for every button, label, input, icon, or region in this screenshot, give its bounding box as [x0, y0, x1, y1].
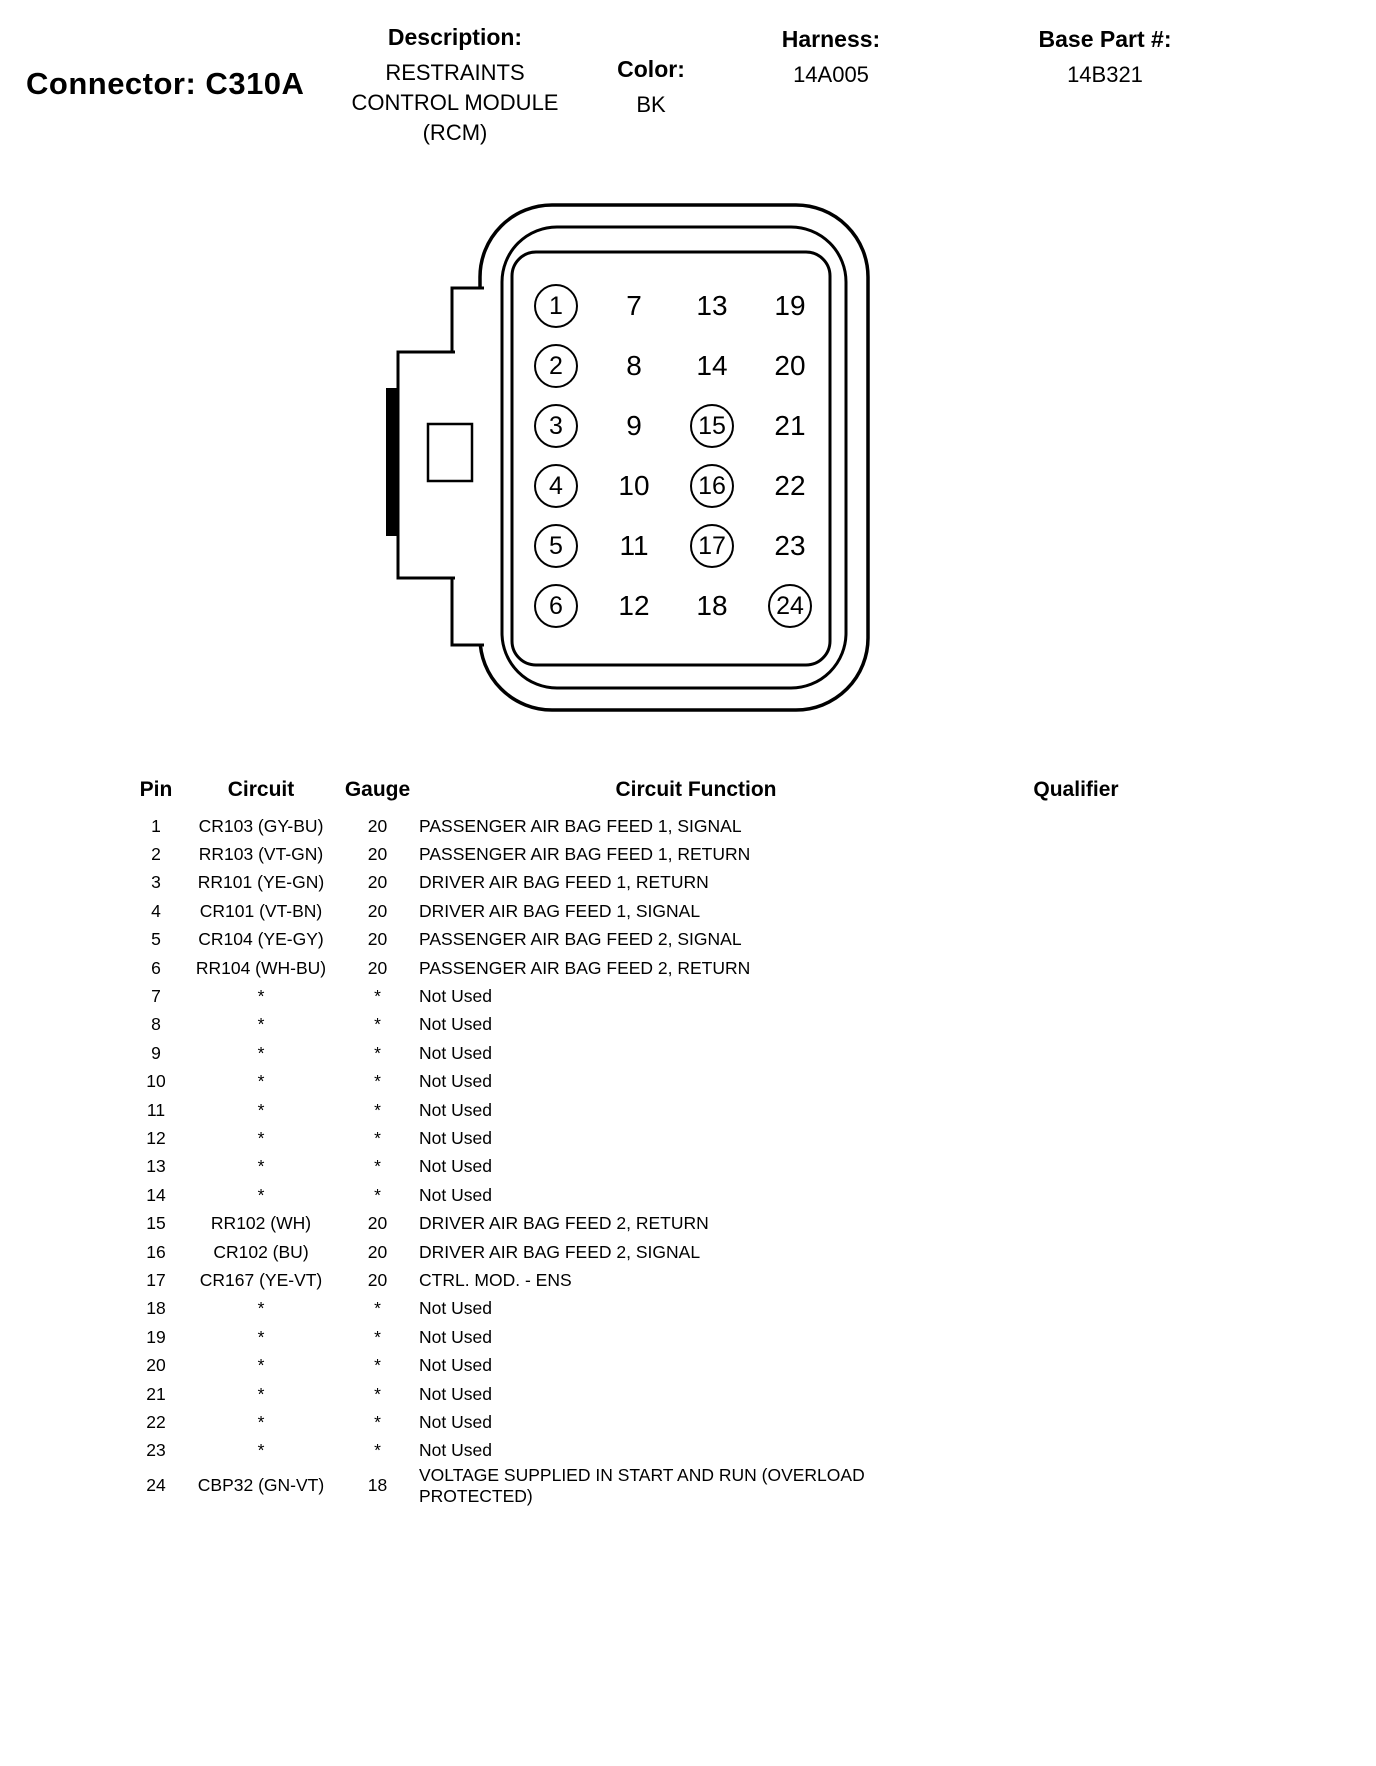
- cell-gauge: 18: [367, 1475, 388, 1496]
- cell-pin: 24: [146, 1475, 166, 1496]
- cell-qualifier: [977, 1351, 1175, 1379]
- cell-gauge: 20: [367, 872, 388, 893]
- pin-label-19: 19: [774, 290, 806, 321]
- cell-qualifier: [977, 926, 1175, 954]
- cell-function: Not Used: [419, 1099, 492, 1120]
- cell-function: Not Used: [419, 1383, 492, 1404]
- harness-value: 14A005: [793, 62, 869, 87]
- cell-qualifier: [977, 1437, 1175, 1465]
- pinout-row-12: [130, 1124, 1175, 1152]
- header-pin: Pin: [139, 778, 173, 801]
- cell-pin: 10: [146, 1071, 166, 1092]
- pin-position-22: [751, 456, 829, 516]
- latch-window: [428, 424, 472, 481]
- description-label: Description:: [387, 24, 523, 50]
- cell-gauge: *: [374, 1383, 381, 1404]
- cell-function: PASSENGER AIR BAG FEED 1, SIGNAL: [419, 815, 742, 836]
- cell-gauge: *: [374, 1014, 381, 1035]
- pin-position-13: [673, 276, 751, 336]
- harness-label: Harness:: [781, 26, 881, 52]
- pin-terminal-24: 24: [768, 584, 812, 628]
- pinout-row-18: [130, 1295, 1175, 1323]
- cell-circuit: *: [257, 986, 265, 1007]
- cell-function: DRIVER AIR BAG FEED 2, SIGNAL: [419, 1241, 701, 1262]
- cell-qualifier: [977, 982, 1175, 1010]
- cell-function: Not Used: [419, 1127, 492, 1148]
- pinout-row-24: [130, 1465, 1175, 1507]
- cell-gauge: *: [374, 1127, 381, 1148]
- cell-function: Not Used: [419, 1411, 492, 1432]
- pin-terminal-4: 4: [534, 464, 578, 508]
- cell-qualifier: [977, 1124, 1175, 1152]
- pin-position-5: [517, 516, 595, 576]
- pinout-row-4: [130, 897, 1175, 925]
- cell-pin: 9: [151, 1042, 161, 1063]
- pin-position-19: [751, 276, 829, 336]
- pin-label-8: 8: [626, 350, 642, 381]
- pin-label-22: 22: [774, 470, 806, 501]
- cell-qualifier: [977, 1238, 1175, 1266]
- cell-function: Not Used: [419, 1071, 492, 1092]
- cell-gauge: *: [374, 1355, 381, 1376]
- cell-gauge: 20: [367, 900, 388, 921]
- cell-qualifier: [977, 1323, 1175, 1351]
- cell-qualifier: [977, 1153, 1175, 1181]
- cell-pin: 7: [151, 986, 161, 1007]
- pin-terminal-5: 5: [534, 524, 578, 568]
- cell-pin: 12: [146, 1127, 166, 1148]
- header-gauge: Gauge: [344, 778, 411, 801]
- base-part-value: 14B321: [1067, 62, 1143, 87]
- cell-function: DRIVER AIR BAG FEED 1, SIGNAL: [419, 900, 701, 921]
- cell-function: PASSENGER AIR BAG FEED 1, RETURN: [419, 844, 751, 865]
- cell-circuit: *: [257, 1440, 265, 1461]
- pinout-row-5: [130, 926, 1175, 954]
- cell-function: Not Used: [419, 1440, 492, 1461]
- cell-pin: 23: [146, 1440, 166, 1461]
- cell-circuit: *: [257, 1042, 265, 1063]
- cell-qualifier: [977, 840, 1175, 868]
- pin-terminal-16: 16: [690, 464, 734, 508]
- cell-function: Not Used: [419, 1326, 492, 1347]
- pin-position-20: [751, 336, 829, 396]
- pinout-table-body: [130, 812, 1175, 1507]
- cell-gauge: *: [374, 1298, 381, 1319]
- cell-pin: 19: [146, 1326, 166, 1347]
- cell-qualifier: [977, 1068, 1175, 1096]
- cell-qualifier: [977, 897, 1175, 925]
- cell-pin: 21: [146, 1383, 166, 1404]
- cell-circuit: *: [257, 1156, 265, 1177]
- cell-circuit: CBP32 (GN-VT): [197, 1475, 325, 1496]
- cell-pin: 13: [146, 1156, 166, 1177]
- cell-qualifier: [977, 1380, 1175, 1408]
- pinout-row-14: [130, 1181, 1175, 1209]
- cell-qualifier: [977, 1039, 1175, 1067]
- pin-label-23: 23: [774, 530, 806, 561]
- cell-circuit: RR104 (WH-BU): [195, 957, 327, 978]
- pin-position-15: [673, 396, 751, 456]
- cell-function: Not Used: [419, 1156, 492, 1177]
- cell-qualifier: [977, 1295, 1175, 1323]
- cell-circuit: CR103 (GY-BU): [198, 815, 324, 836]
- color-value: BK: [636, 92, 666, 117]
- cell-pin: 3: [151, 872, 161, 893]
- cell-pin: 5: [151, 929, 161, 950]
- cell-qualifier: [977, 1096, 1175, 1124]
- cell-function: VOLTAGE SUPPLIED IN START AND RUN (OVERLOAD PROTECTED): [419, 1464, 865, 1506]
- color-label: Color:: [617, 56, 685, 82]
- cell-circuit: RR102 (WH): [210, 1213, 312, 1234]
- cell-circuit: *: [257, 1184, 265, 1205]
- pin-position-17: [673, 516, 751, 576]
- cell-circuit: CR104 (YE-GY): [198, 929, 324, 950]
- pin-label-21: 21: [774, 410, 806, 441]
- pinout-row-22: [130, 1408, 1175, 1436]
- cell-pin: 22: [146, 1411, 166, 1432]
- pinout-row-6: [130, 954, 1175, 982]
- cell-gauge: 20: [367, 1213, 388, 1234]
- cell-circuit: CR101 (VT-BN): [199, 900, 323, 921]
- pin-label-9: 9: [626, 410, 642, 441]
- cell-qualifier: [977, 954, 1175, 982]
- pin-label-13: 13: [696, 290, 728, 321]
- base-part-block: [1020, 26, 1190, 90]
- pin-position-4: [517, 456, 595, 516]
- cell-circuit: *: [257, 1099, 265, 1120]
- cell-gauge: *: [374, 1411, 381, 1432]
- pin-position-18: [673, 576, 751, 636]
- pin-position-1: [517, 276, 595, 336]
- pin-position-10: [595, 456, 673, 516]
- cell-circuit: RR101 (YE-GN): [197, 872, 325, 893]
- cell-circuit: CR167 (YE-VT): [199, 1269, 323, 1290]
- cell-function: Not Used: [419, 1184, 492, 1205]
- cell-gauge: 20: [367, 957, 388, 978]
- cell-function: Not Used: [419, 986, 492, 1007]
- pinout-row-17: [130, 1266, 1175, 1294]
- pin-terminal-6: 6: [534, 584, 578, 628]
- base-part-label: Base Part #:: [1038, 26, 1172, 52]
- pinout-row-10: [130, 1068, 1175, 1096]
- pin-label-20: 20: [774, 350, 806, 381]
- cell-qualifier: [977, 1266, 1175, 1294]
- cell-pin: 17: [146, 1269, 166, 1290]
- pin-terminal-15: 15: [690, 404, 734, 448]
- color-block: [596, 56, 706, 120]
- connector-diagram: [385, 192, 885, 722]
- pin-position-12: [595, 576, 673, 636]
- header-circuit: Circuit: [227, 778, 295, 801]
- description-block: [330, 24, 580, 148]
- pinout-row-16: [130, 1238, 1175, 1266]
- cell-gauge: 20: [367, 929, 388, 950]
- cell-function: PASSENGER AIR BAG FEED 2, SIGNAL: [419, 929, 742, 950]
- cell-function: CTRL. MOD. - ENS: [419, 1269, 572, 1290]
- cell-qualifier: [977, 1209, 1175, 1237]
- pin-label-11: 11: [619, 530, 649, 561]
- pinout-row-9: [130, 1039, 1175, 1067]
- cell-function: DRIVER AIR BAG FEED 2, RETURN: [419, 1213, 709, 1234]
- cell-pin: 14: [146, 1184, 166, 1205]
- cell-pin: 1: [151, 815, 161, 836]
- pin-terminal-3: 3: [534, 404, 578, 448]
- header-circuit-function: Circuit Function: [615, 778, 777, 801]
- cell-circuit: *: [257, 1383, 265, 1404]
- cell-pin: 15: [146, 1213, 166, 1234]
- description-value: RESTRAINTS CONTROL MODULE (RCM): [351, 60, 559, 145]
- pinout-row-21: [130, 1380, 1175, 1408]
- cell-circuit: *: [257, 1014, 265, 1035]
- pinout-row-20: [130, 1351, 1175, 1379]
- cell-gauge: 20: [367, 1241, 388, 1262]
- harness-block: [766, 26, 896, 90]
- cell-circuit: *: [257, 1127, 265, 1148]
- cell-qualifier: [977, 1181, 1175, 1209]
- cell-function: DRIVER AIR BAG FEED 1, RETURN: [419, 872, 709, 893]
- pin-label-7: 7: [626, 290, 642, 321]
- pin-position-8: [595, 336, 673, 396]
- cell-pin: 20: [146, 1355, 166, 1376]
- pinout-row-7: [130, 982, 1175, 1010]
- pin-position-2: [517, 336, 595, 396]
- cell-circuit: *: [257, 1411, 265, 1432]
- pin-position-23: [751, 516, 829, 576]
- cell-pin: 2: [151, 844, 161, 865]
- pin-position-21: [751, 396, 829, 456]
- cell-qualifier: [977, 812, 1175, 840]
- cell-circuit: *: [257, 1326, 265, 1347]
- pin-terminal-1: 1: [534, 284, 578, 328]
- pinout-row-3: [130, 869, 1175, 897]
- pin-label-10: 10: [618, 470, 650, 501]
- cell-pin: 4: [151, 900, 161, 921]
- pinout-row-19: [130, 1323, 1175, 1351]
- cell-qualifier: [977, 1011, 1175, 1039]
- cell-qualifier: [977, 869, 1175, 897]
- pinout-row-1: [130, 812, 1175, 840]
- pin-position-7: [595, 276, 673, 336]
- pinout-row-15: [130, 1209, 1175, 1237]
- cell-gauge: 20: [367, 815, 388, 836]
- table-header-row: [130, 778, 1175, 812]
- connector-title: Connector: C310A: [26, 66, 305, 101]
- pin-label-14: 14: [696, 350, 728, 381]
- pin-position-11: [595, 516, 673, 576]
- cell-pin: 18: [146, 1298, 166, 1319]
- pin-position-24: [751, 576, 829, 636]
- cell-function: PASSENGER AIR BAG FEED 2, RETURN: [419, 957, 751, 978]
- cell-gauge: *: [374, 1326, 381, 1347]
- cell-pin: 11: [146, 1099, 166, 1120]
- cell-function: Not Used: [419, 1298, 492, 1319]
- cell-gauge: *: [374, 1440, 381, 1461]
- pinout-row-11: [130, 1096, 1175, 1124]
- pinout-row-8: [130, 1011, 1175, 1039]
- cell-gauge: 20: [367, 844, 388, 865]
- pin-position-9: [595, 396, 673, 456]
- cell-circuit: CR102 (BU): [213, 1241, 309, 1262]
- cell-circuit: *: [257, 1071, 265, 1092]
- cell-gauge: *: [374, 1042, 381, 1063]
- cell-gauge: *: [374, 986, 381, 1007]
- pin-position-14: [673, 336, 751, 396]
- cell-gauge: *: [374, 1184, 381, 1205]
- pin-grid: [517, 276, 829, 636]
- pin-position-16: [673, 456, 751, 516]
- pinout-row-13: [130, 1153, 1175, 1181]
- cell-gauge: *: [374, 1071, 381, 1092]
- cell-circuit: RR103 (VT-GN): [198, 844, 324, 865]
- pin-terminal-17: 17: [690, 524, 734, 568]
- pin-position-6: [517, 576, 595, 636]
- pin-label-18: 18: [696, 590, 728, 621]
- cell-function: Not Used: [419, 1042, 492, 1063]
- cell-gauge: *: [374, 1099, 381, 1120]
- cell-function: Not Used: [419, 1014, 492, 1035]
- cell-qualifier: [977, 1465, 1175, 1507]
- cell-gauge: 20: [367, 1269, 388, 1290]
- cell-pin: 8: [151, 1014, 161, 1035]
- cell-pin: 16: [146, 1241, 166, 1262]
- pin-label-12: 12: [618, 590, 650, 621]
- pinout-row-23: [130, 1437, 1175, 1465]
- pin-position-3: [517, 396, 595, 456]
- cell-circuit: *: [257, 1298, 265, 1319]
- pinout-row-2: [130, 840, 1175, 868]
- header-qualifier: Qualifier: [1033, 778, 1119, 801]
- pin-terminal-2: 2: [534, 344, 578, 388]
- cell-circuit: *: [257, 1355, 265, 1376]
- cell-pin: 6: [151, 957, 161, 978]
- cell-qualifier: [977, 1408, 1175, 1436]
- pinout-table: [130, 778, 1175, 1507]
- cell-function: Not Used: [419, 1355, 492, 1376]
- cell-gauge: *: [374, 1156, 381, 1177]
